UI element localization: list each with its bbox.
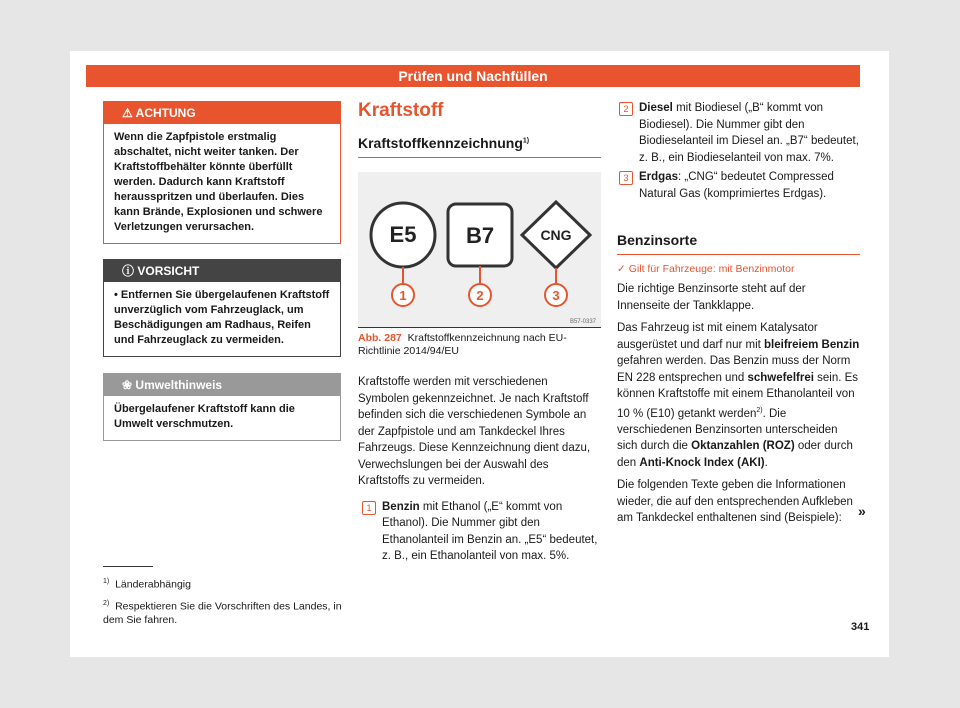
footnote-2: $^{2)}$ Respektieren Sie die Vorschriften des Landes, in dem Sie fahren.	[103, 599, 342, 626]
list-item-1	[358, 499, 601, 565]
warning-header	[104, 102, 340, 124]
footnotes	[103, 575, 343, 627]
p2-oktanzahl: Oktanzahlen (ROZ)	[691, 440, 795, 453]
footnote-1: $^{1)}$ Länderabhängig	[103, 578, 191, 591]
item-2-text: mit Biodiesel („B“ kommt von Biodiesel). Die Nummer gibt den Biodieselanteil im Diesel an. „B7“ bedeutet, z. B., ein Biodieselanteil von max. 7%.	[639, 102, 859, 164]
item-1-term: Benzin	[382, 500, 420, 513]
footnote-rule	[103, 566, 153, 567]
item-2-term: Diesel	[639, 102, 673, 114]
page-number: 341	[851, 621, 870, 633]
warning-text: Wenn die Zapfpistole erstmalig abschaltet, nicht weiter tanken. Der Kraftstoffbehälter könnte überfüllt werden. Dadurch kann Kraftstoff herausspritzen und überlaufen. Dies kann Brände, Explosionen und schwere Verletzungen verursachen.	[114, 131, 323, 233]
figure-code: B57-0337	[569, 319, 596, 325]
callout-1-label: 1	[399, 288, 407, 303]
figure-caption-text: Kraftstoffkennzeichnung nach EU-Richtlinie 2014/94/EU	[358, 332, 567, 357]
caution-text	[104, 282, 340, 356]
figure-caption	[358, 332, 601, 358]
warning-icon: ⚠	[122, 106, 133, 120]
p2-bleifrei: bleifreiem Benzin	[764, 338, 860, 351]
figure-number: Abb. 287	[358, 332, 402, 344]
applies-note	[617, 263, 860, 275]
environment-label: Umwelthinweis	[135, 378, 223, 392]
item-number-2: 2	[619, 102, 633, 116]
leaf-icon: ❀	[122, 378, 133, 392]
left-column	[103, 101, 341, 441]
benzin-para-2: Das Fahrzeug ist mit einem Katalysator ausgerüstet und darf nur mit bleifreiem Benzin gefahren werden. Das Benzin muss der Norm EN 228 entsprechen und schwefelfrei sein. Es können Kraftstoffe mit einem Ethanolanteil von 10 % (E10) getankt werden$^{2)}$. Die verschiedenen Benzinsorten unterscheiden sich durch die Oktanzahlen (ROZ) oder durch den Anti-Knock Index (AKI).	[617, 322, 860, 469]
benzin-para-3: Die folgenden Texte geben die Informationen wieder, die auf den entsprechenden Aufkleben am Tankdeckel enthaltenen sind (Beispiele):	[617, 479, 853, 525]
list-item-2	[617, 100, 860, 166]
footnote-2-text: Respektieren Sie die Vorschriften des Landes, in dem Sie fahren.	[103, 600, 342, 626]
benzin-para-1: Die richtige Benzinsorte steht auf der Innenseite der Tankklappe.	[617, 283, 806, 312]
cng-label: CNG	[540, 227, 572, 243]
check-icon: ✓	[617, 263, 626, 275]
page-header: Prüfen und Nachfüllen	[86, 65, 860, 87]
p2-part-f: . Die verschiedenen Benzinsorten unterscheiden sich durch die	[617, 407, 838, 453]
middle-column	[358, 100, 601, 565]
benzinsorte-rule	[617, 254, 860, 255]
warning-box	[103, 101, 341, 244]
environment-text: Übergelaufener Kraftstoff kann die Umwelt verschmutzen.	[114, 403, 295, 430]
item-number-1: 1	[362, 501, 376, 515]
p2-part-c: gefahren werden. Das Benzin muss der Norm EN 228 entsprechen und	[617, 355, 851, 384]
item-number-3: 3	[619, 171, 633, 185]
environment-header	[104, 374, 340, 396]
caution-label: VORSICHT	[137, 264, 200, 278]
list-item-3	[617, 169, 860, 202]
applies-text: Gilt für Fahrzeuge: mit Benzinmotor	[628, 263, 795, 275]
section-title: Kraftstoff	[358, 100, 444, 121]
caution-body: Entfernen Sie übergelaufenen Kraftstoff unverzüglich vom Fahrzeuglack, um Beschädigungen am Radhaus, Reifen und Fahrzeuglack zu vermeiden.	[114, 289, 330, 346]
subsection-rule	[358, 157, 601, 158]
p2-part-h: oder durch den	[617, 440, 853, 469]
subsection-title: Kraftstoffkennzeichnung$^{1)}$	[358, 135, 530, 151]
fuel-symbols-svg	[358, 172, 601, 327]
info-icon: ⓘ	[122, 264, 135, 278]
warning-label: ACHTUNG	[135, 106, 196, 120]
footnote-1-text: Länderabhängig	[115, 578, 191, 591]
p2-part-a: Das Fahrzeug ist mit einem Katalysator ausgerüstet und darf nur mit	[617, 322, 818, 351]
item-3-text: : „CNG“ bedeutet Compressed Natural Gas (komprimiertes Erdgas).	[639, 171, 834, 200]
p2-part-e: sein. Es können Kraftstoffe mit einem Ethanolanteil von 10 % (E10) getankt werden	[617, 371, 859, 420]
caution-header	[104, 260, 340, 282]
figure-rule	[358, 327, 601, 328]
bullet-icon: •	[114, 289, 121, 301]
subsection-title-text: Kraftstoffkennzeichnung	[358, 135, 523, 151]
benzinsorte-title: Benzinsorte	[617, 232, 698, 248]
right-column	[617, 100, 860, 527]
b7-label: B7	[465, 223, 495, 248]
item-1-text: mit Ethanol („E“ kommt von Ethanol). Die Nummer gibt den Ethanolanteil im Benzin an. „E5“ bedeutet, z. B., ein Ethanolanteil von max. 5%.	[382, 500, 598, 562]
fuel-figure	[358, 172, 601, 327]
intro-paragraph: Kraftstoffe werden mit verschiedenen Symbolen gekennzeichnet. Je nach Kraftstoff befinden sich die verschiedenen Symbole an der Zapfpistole und am Tankdeckel Ihres Fahrzeugs. Diese Kennzeichnung dient dazu, Verwechslungen bei der Auswahl des Kraftstoffs zu vermeiden.	[358, 376, 591, 487]
p2-schwefelfrei: schwefelfrei	[747, 371, 814, 384]
environment-box	[103, 373, 341, 441]
callout-3-label: 3	[552, 288, 560, 303]
item-3-term: Erdgas	[639, 171, 678, 183]
caution-box	[103, 259, 341, 357]
callout-2-label: 2	[476, 288, 484, 303]
e5-label: E5	[389, 222, 417, 247]
p2-aki: Anti-Knock Index (AKI)	[639, 456, 765, 469]
continue-marker: »	[858, 503, 866, 519]
